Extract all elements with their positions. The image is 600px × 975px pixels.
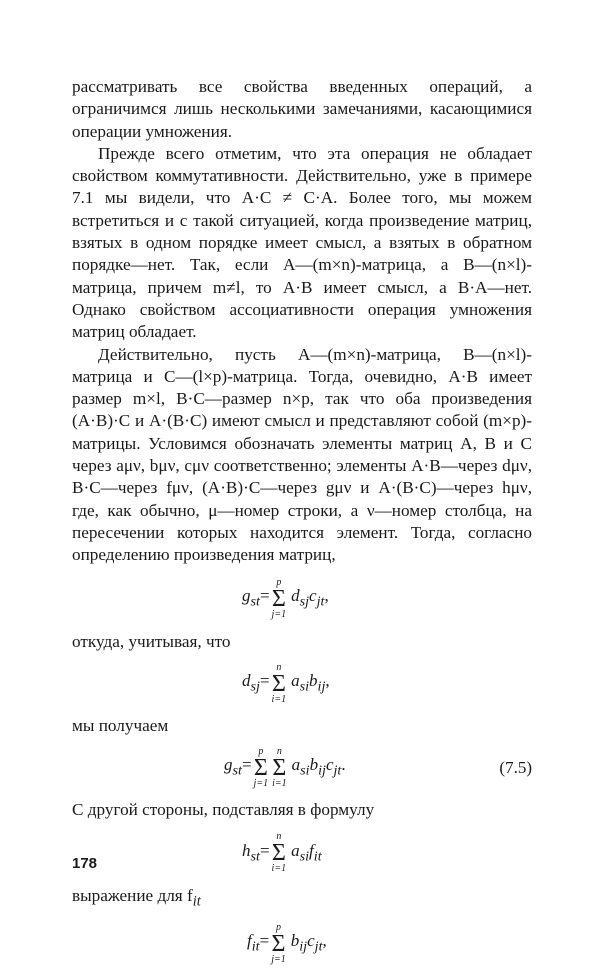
formula-h-st: $h_{st}=$ n Σ i=1 $a_{si}f_{it}$ bbox=[242, 831, 322, 875]
paragraph-3: Действительно, пусть A—(m×n)-матрица, B—(n×l)-матрица и C—(l×p)-матрица. Тогда, очевидно, A·B имеет размер m×l, B·C—размер n×p, так что оба произведения (A·B)·C и A·(B·C) имеют смысл и представляют собой (m×p)-матрицы. Условимся обозначать элементы матриц A, B и C через aμν, bμν, cμν соответственно; элементы A·B—через dμν, B·C—через fμν, (A·B)·C—через gμν и A·(B·C)—через hμν, где, как обычно, μ—номер строки, а ν—номер столбца, на пересечении которых находится элемент. Тогда, согласно определению произведения матриц, bbox=[72, 344, 532, 565]
sum-symbol: n Σ i=1 bbox=[271, 831, 287, 875]
sum-symbol: p Σ j=1 bbox=[253, 746, 269, 790]
page-number: 178 bbox=[72, 855, 98, 872]
paragraph-7: выражение для $f_{it}$ bbox=[72, 886, 201, 910]
page-body bbox=[72, 76, 532, 975]
sum-symbol: p Σ j=1 bbox=[271, 576, 287, 620]
formula-d-sj: $d_{sj}=$ n Σ i=1 $a_{si}b_{ij}$, bbox=[242, 661, 330, 705]
formula-f-it: $f_{it}=$ p Σ j=1 $b_{ij}c_{jt}$, bbox=[247, 922, 327, 966]
paragraph-5: мы получаем bbox=[72, 715, 169, 735]
sum-symbol: n Σ i=1 bbox=[271, 661, 287, 705]
formula-g-st: $g_{st}=$ p Σ j=1 $d_{sj}c_{jt}$, bbox=[242, 576, 329, 620]
paragraph-6: С другой стороны, подставляя в формулу bbox=[72, 800, 375, 820]
formula-7-5: $g_{st}=$ p Σ j=1 n Σ i=1 $a_{si}b_{ij}c_{jt}$. (7.5) bbox=[224, 746, 532, 790]
equation-number: (7.5) bbox=[499, 757, 532, 777]
paragraph-1: рассматривать все свойства введенных операций, а ограничимся лишь несколькими замечаниями, касающимися операции умножения. bbox=[72, 77, 532, 141]
paragraph-4: откуда, учитывая, что bbox=[72, 631, 231, 651]
sum-symbol: p Σ j=1 bbox=[271, 922, 286, 966]
paragraph-2: Прежде всего отметим, что эта операция не обладает свойством коммутативности. Действительно, уже в примере 7.1 мы видели, что A·C ≠ C·A. Более того, мы можем встретиться и с такой ситуацией, когда произведение матриц, взятых в одном порядке имеет смысл, а взятых в обратном порядке—нет. Так, если A—(m×n)-матрица, а B—(n×l)-матрица, причем m≠l, то A·B имеет смысл, а B·A—нет. Однако свойством ассоциативности операция умножения матриц обладает. bbox=[72, 143, 532, 342]
sum-symbol: n Σ i=1 bbox=[272, 746, 287, 790]
